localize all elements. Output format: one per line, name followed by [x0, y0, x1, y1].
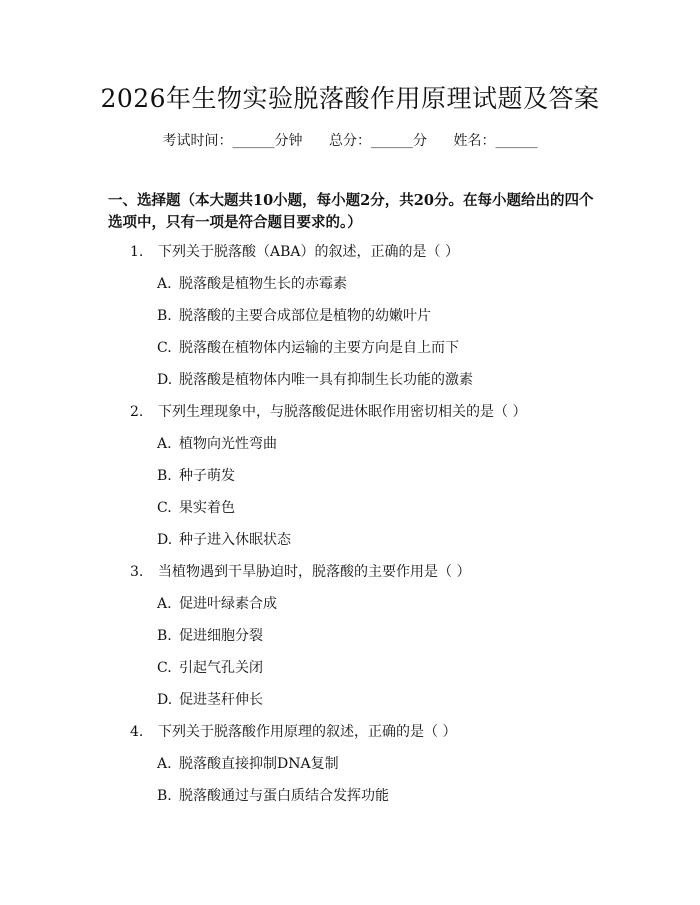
option-letter: B.	[157, 308, 172, 324]
question-2	[130, 402, 526, 422]
section-header: 一、选择题（本大题共10小题，每小题2分，共20分。在每小题给出的四个选项中，只有一项是符合题目要求的。）	[108, 192, 594, 231]
student-name-field: 姓名：______	[453, 133, 538, 149]
total-score-field: 总分：______分	[329, 133, 427, 149]
question-text: 下列关于脱落酸作用原理的叙述，正确的是（ ）	[158, 724, 457, 740]
option-letter: D.	[157, 692, 173, 708]
question-number: 1.	[130, 244, 144, 260]
question-2-option-a	[157, 434, 277, 454]
option-text: 促进细胞分裂	[179, 628, 263, 644]
option-text: 促进茎秆伸长	[179, 692, 263, 708]
option-letter: B.	[157, 468, 172, 484]
question-3-option-c	[157, 658, 263, 678]
option-text: 种子萌发	[179, 468, 235, 484]
question-3	[130, 562, 470, 582]
option-text: 引起气孔关闭	[179, 660, 263, 676]
question-4-option-b	[157, 786, 389, 806]
question-number: 2.	[130, 404, 144, 420]
option-text: 脱落酸通过与蛋白质结合发挥功能	[179, 788, 389, 804]
option-letter: A.	[157, 436, 172, 452]
question-number: 4.	[130, 724, 144, 740]
question-1	[130, 242, 459, 262]
option-text: 植物向光性弯曲	[179, 436, 277, 452]
option-text: 种子进入休眠状态	[179, 532, 291, 548]
option-letter: C.	[157, 500, 172, 516]
option-letter: C.	[157, 660, 172, 676]
option-text: 脱落酸直接抑制DNA复制	[179, 756, 339, 772]
question-2-option-b	[157, 466, 235, 486]
option-letter: C.	[157, 340, 172, 356]
question-1-option-d	[157, 370, 473, 390]
question-3-option-b	[157, 626, 263, 646]
question-number: 3.	[130, 564, 144, 580]
option-text: 脱落酸是植物体内唯一具有抑制生长功能的激素	[179, 372, 473, 388]
option-letter: A.	[157, 756, 172, 772]
question-text: 下列关于脱落酸（ABA）的叙述，正确的是（ ）	[158, 244, 459, 260]
question-1-option-a	[157, 274, 347, 294]
option-letter: A.	[157, 596, 172, 612]
option-letter: A.	[157, 276, 172, 292]
question-4-option-a	[157, 754, 339, 774]
question-3-option-d	[157, 690, 263, 710]
question-text: 下列生理现象中，与脱落酸促进休眠作用密切相关的是（ ）	[158, 404, 527, 420]
question-3-option-a	[157, 594, 277, 614]
question-2-option-c	[157, 498, 235, 518]
exam-time-field: 考试时间：______分钟	[162, 133, 303, 149]
option-letter: B.	[157, 628, 172, 644]
option-letter: B.	[157, 788, 172, 804]
question-1-option-c	[157, 338, 459, 358]
option-text: 脱落酸的主要合成部位是植物的幼嫩叶片	[179, 308, 431, 324]
question-4	[130, 722, 456, 742]
option-letter: D.	[157, 372, 173, 388]
option-text: 脱落酸在植物体内运输的主要方向是自上而下	[179, 340, 459, 356]
exam-info-line	[0, 131, 700, 151]
page-title: 2026年生物实验脱落酸作用原理试题及答案	[100, 84, 600, 113]
option-text: 果实着色	[179, 500, 235, 516]
option-text: 促进叶绿素合成	[179, 596, 277, 612]
question-text: 当植物遇到干旱胁迫时，脱落酸的主要作用是（ ）	[158, 564, 471, 580]
question-1-option-b	[157, 306, 431, 326]
question-2-option-d	[157, 530, 291, 550]
option-text: 脱落酸是植物生长的赤霉素	[179, 276, 347, 292]
option-letter: D.	[157, 532, 173, 548]
